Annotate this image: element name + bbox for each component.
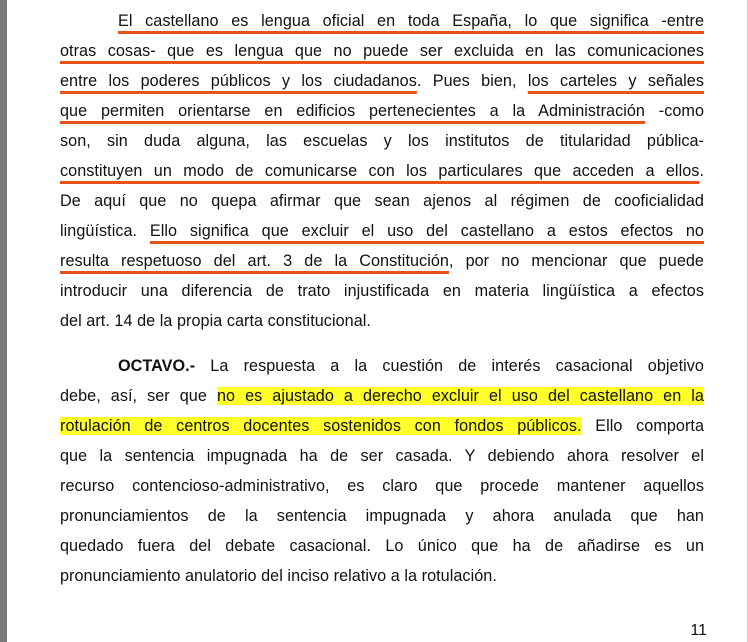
- body-text: Ello comporta: [581, 417, 704, 435]
- page-number: 11: [690, 622, 707, 639]
- body-text: lingüística.: [60, 222, 150, 240]
- underlined-text: otras cosas- que es lengua que no puede ser excluida en las comunicaciones: [60, 42, 704, 60]
- text-line: [60, 36, 704, 66]
- text-line: [60, 216, 704, 246]
- text-line: [60, 351, 704, 381]
- highlighted-text: no es ajustado a derecho excluir el uso del castellano en la: [216, 387, 704, 405]
- body-text: del art. 14 de la propia carta constitucional.: [60, 312, 371, 330]
- text-line: [60, 96, 704, 126]
- underlined-text: los carteles y señales: [527, 72, 705, 90]
- body-text: son, sin duda alguna, las escuelas y los institutos de titularidad pública-: [60, 132, 704, 150]
- paragraph-2: [60, 351, 704, 591]
- underlined-text: constituyen un modo de comunicarse con los particulares que acceden a ellos: [60, 162, 700, 180]
- text-line: [60, 441, 704, 471]
- underlined-text: Ello significa que excluir el uso del castellano a estos efectos no: [149, 222, 704, 240]
- page-left-border: [0, 0, 7, 642]
- underlined-text: entre los poderes públicos y los ciudadanos: [60, 72, 417, 90]
- underlined-text: que permiten orientarse en edificios pertenecientes a la Administración: [60, 102, 645, 120]
- text-line: [60, 186, 704, 216]
- body-text: . Pues bien,: [416, 72, 528, 90]
- underlined-text: El castellano es lengua oficial en toda España, lo que significa -entre: [118, 12, 704, 30]
- body-text: pronunciamientos de la sentencia impugnada y ahora anulada que han: [60, 507, 704, 525]
- text-line: [60, 156, 704, 186]
- document-body: [60, 6, 704, 591]
- text-line: [60, 66, 704, 96]
- body-text: -como: [644, 102, 704, 120]
- underlined-text: resulta respetuoso del art. 3 de la Constitución: [60, 252, 449, 270]
- body-text: La respuesta a la cuestión de interés casacional objetivo: [195, 357, 704, 375]
- body-text: De aquí que no quepa afirmar que sean ajenos al régimen de cooficialidad: [60, 192, 704, 210]
- paragraph-gap: [60, 336, 704, 351]
- body-text: pronunciamiento anulatorio del inciso relativo a la rotulación.: [60, 567, 497, 585]
- body-text: , por no mencionar que puede: [448, 252, 704, 270]
- text-line: [60, 411, 704, 441]
- text-line: [60, 531, 704, 561]
- body-text: introducir una diferencia de trato injustificada en materia lingüística a efectos: [60, 282, 704, 300]
- body-text: debe, así, ser que: [60, 387, 217, 405]
- text-line: [60, 276, 704, 306]
- body-text: quedado fuera del debate casacional. Lo único que ha de añadirse es un: [60, 537, 704, 555]
- paragraph-1: [60, 6, 704, 336]
- body-text: que la sentencia impugnada ha de ser casada. Y debiendo ahora resolver el: [60, 447, 704, 465]
- text-line: [60, 246, 704, 276]
- text-line: [60, 471, 704, 501]
- text-line: [60, 306, 704, 336]
- highlighted-text: rotulación de centros docentes sostenidos con fondos públicos.: [60, 417, 582, 435]
- text-line: [60, 561, 704, 591]
- text-line: [60, 501, 704, 531]
- body-text: .: [699, 162, 704, 180]
- text-line: [60, 6, 704, 36]
- body-text: recurso contencioso-administrativo, es claro que procede mantener aquellos: [60, 477, 704, 495]
- text-line: [60, 381, 704, 411]
- text-line: [60, 126, 704, 156]
- section-heading: OCTAVO.-: [118, 357, 196, 375]
